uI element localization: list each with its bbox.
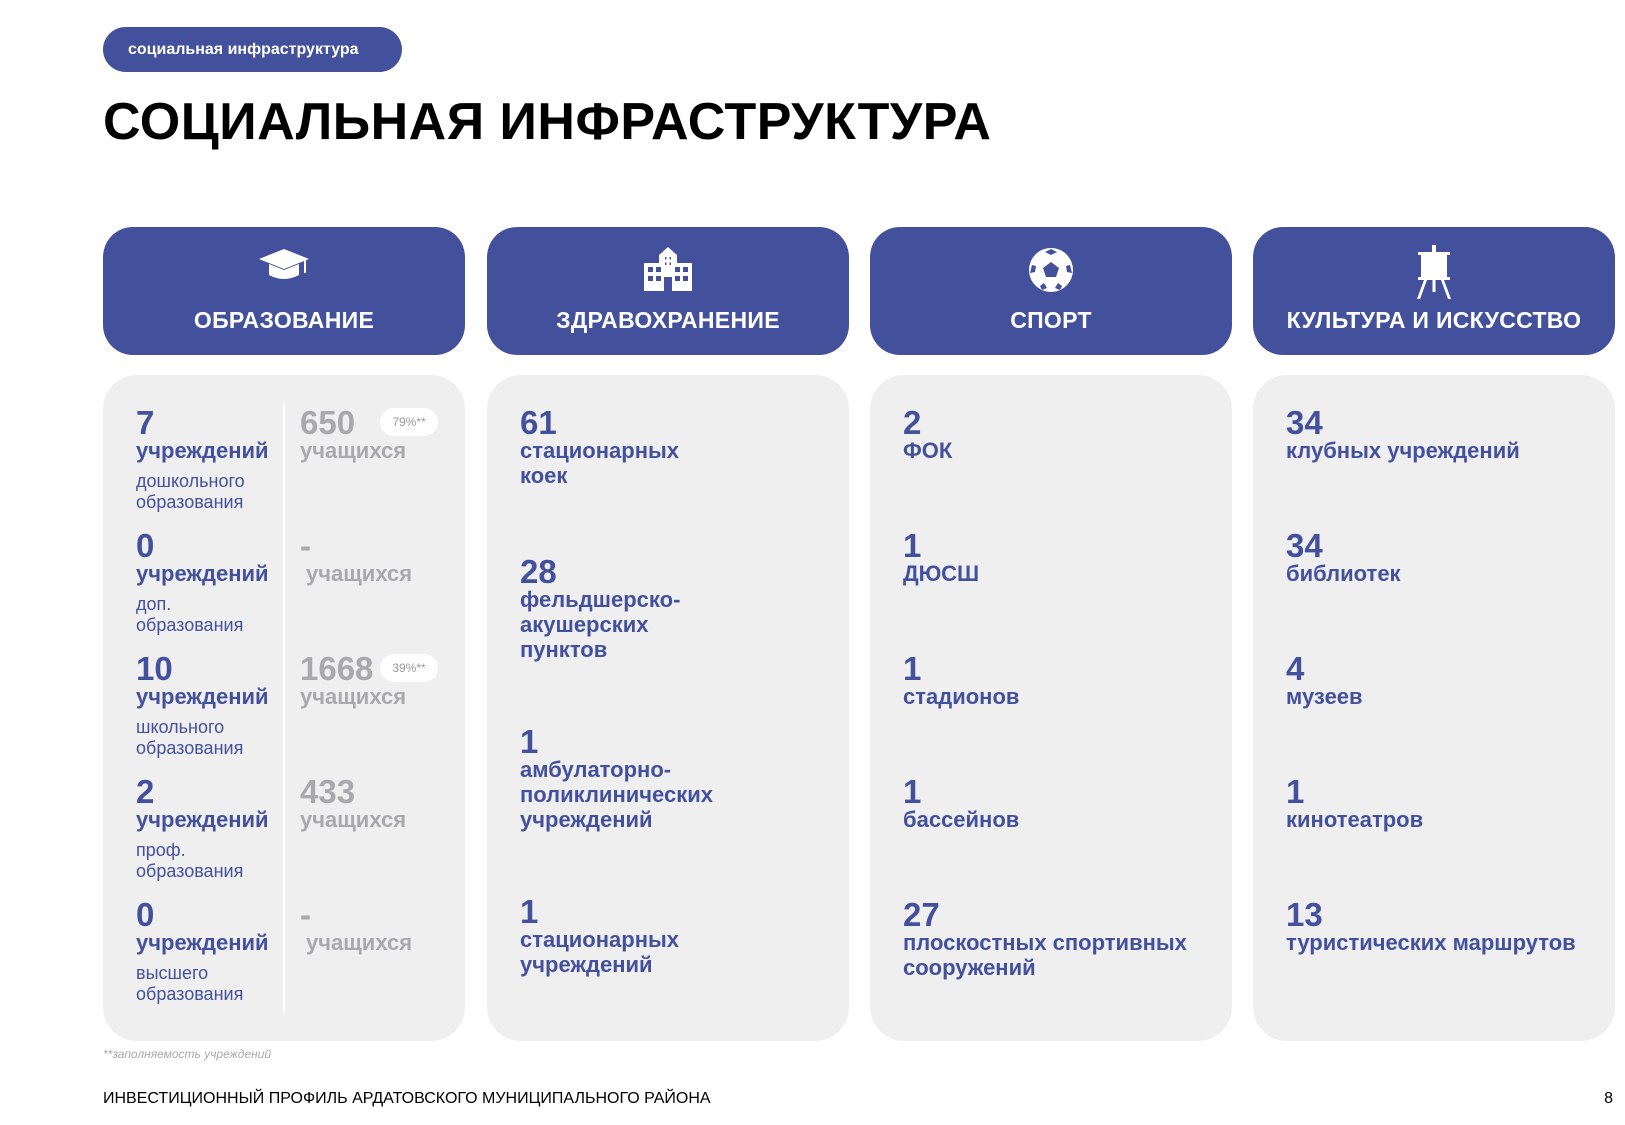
edu-unit: учреждений	[136, 807, 269, 832]
footnote: **заполняемость учреждений	[103, 1047, 272, 1061]
edu-count: 0	[136, 896, 155, 933]
stat-label: фельдшерско-акушерских пунктов	[520, 587, 681, 662]
sport-card	[870, 375, 1232, 1041]
header-health	[487, 227, 849, 355]
soccer-ball-icon	[1026, 245, 1076, 295]
page-title: СОЦИАЛЬНАЯ ИНФРАСТРУКТУРА	[103, 93, 992, 151]
stat-label: ФОК	[903, 438, 953, 463]
edu-count: 0	[136, 527, 155, 564]
edu-students: 650	[300, 404, 356, 441]
stat-label: клубных учреждений	[1286, 438, 1520, 463]
occupancy-badge: 39%**	[380, 654, 438, 682]
stat-value: 28	[520, 553, 557, 590]
header-culture	[1253, 227, 1615, 355]
page-number: 8	[1604, 1090, 1613, 1107]
header-culture-label: КУЛЬТУРА И ИСКУССТВО	[1286, 307, 1582, 333]
edu-type: проф. образования	[136, 840, 244, 881]
edu-unit: учреждений	[136, 684, 269, 709]
stat-value: 13	[1286, 896, 1323, 933]
culture-card	[1253, 375, 1615, 1041]
stat-value: 34	[1286, 404, 1323, 441]
edu-type: дошкольного образования	[136, 471, 245, 512]
stat-label: музеев	[1286, 684, 1363, 709]
header-education	[103, 227, 465, 355]
stat-label: туристических маршрутов	[1286, 930, 1576, 955]
edu-count: 7	[136, 404, 155, 441]
stat-label: стационарных учреждений	[520, 927, 680, 977]
section-tag: социальная инфраструктура	[103, 27, 402, 72]
occupancy-badge: 79%**	[380, 408, 438, 436]
header-education-label: ОБРАЗОВАНИЕ	[193, 307, 375, 333]
edu-students-label: учащихся	[300, 438, 407, 463]
edu-count: 10	[136, 650, 173, 687]
edu-count: 2	[136, 773, 155, 810]
edu-type: высшего образования	[136, 963, 244, 1004]
stat-label: ДЮСШ	[903, 561, 980, 586]
stat-label: бассейнов	[903, 807, 1020, 832]
edu-type: школьного образования	[136, 717, 244, 758]
edu-students: -	[300, 896, 311, 933]
edu-students: -	[300, 527, 311, 564]
stat-value: 1	[903, 527, 922, 564]
stat-value: 1	[903, 650, 922, 687]
health-card	[487, 375, 849, 1041]
hospital-icon	[641, 245, 695, 293]
edu-type: доп. образования	[136, 594, 244, 635]
stat-label: кинотеатров	[1286, 807, 1424, 832]
stat-value: 34	[1286, 527, 1323, 564]
stat-value: 1	[1286, 773, 1305, 810]
edu-students-label: учащихся	[300, 684, 407, 709]
edu-students-label: учащихся	[300, 807, 407, 832]
stat-label: плоскостных спортивных сооружений	[903, 930, 1187, 980]
stat-value: 61	[520, 404, 557, 441]
stat-value: 4	[1286, 650, 1305, 687]
header-sport-label: СПОРТ	[1010, 307, 1092, 333]
edu-students: 433	[300, 773, 356, 810]
edu-unit: учреждений	[136, 561, 269, 586]
edu-students-label: учащихся	[306, 930, 413, 955]
stat-label: стационарных коек	[520, 438, 680, 488]
header-health-label: ЗДРАВОХРАНЕНИЕ	[556, 307, 780, 333]
edu-unit: учреждений	[136, 930, 269, 955]
edu-students-label: учащихся	[306, 561, 413, 586]
footer-text: ИНВЕСТИЦИОННЫЙ ПРОФИЛЬ АРДАТОВСКОГО МУНИЦИПАЛЬНОГО РАЙОНА	[103, 1090, 711, 1107]
edu-unit: учреждений	[136, 438, 269, 463]
column-divider	[283, 403, 285, 1013]
stat-value: 1	[903, 773, 922, 810]
stat-value: 1	[520, 723, 539, 760]
header-sport	[870, 227, 1232, 355]
stat-value: 27	[903, 896, 940, 933]
stat-label: стадионов	[903, 684, 1020, 709]
stat-label: амбулаторно-поликлинических учреждений	[520, 757, 713, 832]
stat-label: библиотек	[1286, 561, 1401, 586]
stat-value: 1	[520, 893, 539, 930]
education-card	[103, 375, 465, 1041]
edu-students: 1668	[300, 650, 374, 687]
easel-icon	[1414, 245, 1454, 299]
graduation-cap-icon	[257, 245, 311, 285]
stat-value: 2	[903, 404, 922, 441]
